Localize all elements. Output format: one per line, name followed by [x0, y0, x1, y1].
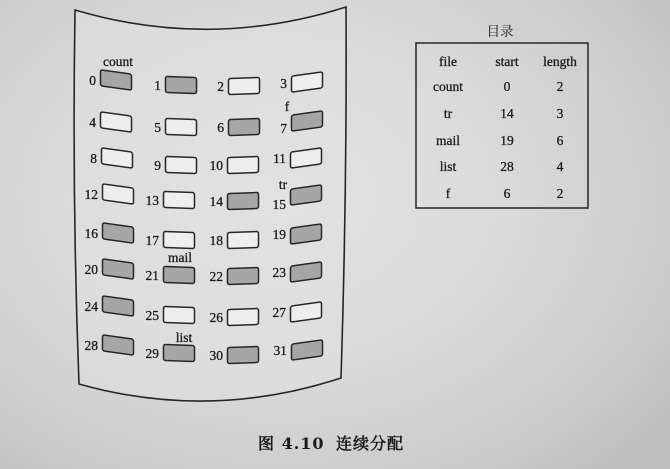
block-30-number: 30: [209, 348, 223, 363]
file-label-tr: tr: [278, 177, 288, 192]
block-12-number: 12: [84, 187, 98, 202]
disk-block-4: [89, 112, 131, 132]
block-15-cell: [291, 185, 322, 205]
block-1-number: 1: [154, 78, 161, 93]
block-2-cell: [229, 77, 260, 94]
file-label-mail: mail: [168, 250, 192, 265]
block-10-number: 10: [209, 158, 223, 173]
directory-header-length: length: [543, 54, 577, 69]
directory-header: [439, 54, 577, 69]
directory-cell-file: list: [439, 159, 457, 174]
block-5-number: 5: [154, 120, 161, 135]
disk-block-21: [146, 266, 195, 283]
block-25-number: 25: [145, 308, 159, 323]
figure-caption: [258, 434, 404, 453]
block-23-number: 23: [272, 265, 286, 280]
block-23-cell: [291, 262, 322, 282]
directory-cell-length: 3: [556, 106, 564, 121]
directory-cell-file: f: [445, 186, 451, 201]
block-9-cell: [166, 156, 197, 173]
block-5-cell: [166, 118, 197, 135]
disk-block-18: [210, 231, 259, 248]
block-7-cell: [292, 111, 323, 131]
block-19-cell: [291, 224, 322, 244]
disk-block-25: [146, 306, 195, 323]
block-4-cell: [101, 112, 132, 132]
disk-block-26: [210, 308, 259, 325]
disk-block-16: [85, 223, 134, 243]
disk-block-27: [273, 302, 322, 322]
block-26-number: 26: [209, 310, 223, 325]
block-19-number: 19: [272, 227, 286, 242]
block-4-number: 4: [89, 115, 96, 130]
block-1-cell: [166, 76, 197, 93]
block-26-cell: [228, 308, 259, 325]
disk-block-1: [154, 76, 196, 93]
disk-block-0: [89, 70, 131, 90]
block-13-number: 13: [145, 193, 159, 208]
file-label-f: f: [284, 99, 290, 114]
disk-block-28: [85, 335, 134, 355]
disk-block-17: [146, 231, 195, 248]
directory-cell-file: tr: [443, 106, 453, 121]
directory-row: [440, 159, 564, 174]
block-9-number: 9: [154, 158, 161, 173]
block-8-number: 8: [90, 151, 97, 166]
block-7-number: 7: [280, 121, 287, 136]
disk-block-11: [273, 148, 322, 168]
block-21-number: 21: [145, 268, 159, 283]
block-16-cell: [103, 223, 134, 243]
directory-row: [446, 186, 564, 201]
disk-block-8: [90, 148, 132, 168]
block-10-cell: [228, 156, 259, 173]
directory-header-file: file: [439, 54, 457, 69]
block-20-number: 20: [84, 262, 98, 277]
block-27-number: 27: [272, 305, 286, 320]
block-17-cell: [164, 231, 195, 248]
directory-cell-length: 2: [556, 186, 564, 201]
directory-cell-file: mail: [436, 133, 460, 148]
block-12-cell: [103, 184, 134, 204]
directory-cell-start: 0: [503, 79, 511, 94]
directory-cell-length: 2: [556, 79, 564, 94]
block-22-cell: [228, 267, 259, 284]
directory-cell-length: 6: [556, 133, 564, 148]
disk-block-24: [85, 296, 134, 316]
directory-cell-file: count: [433, 79, 463, 94]
block-16-number: 16: [84, 226, 98, 241]
directory-cell-start: 19: [500, 133, 514, 148]
disk-block-12: [85, 184, 134, 204]
disk-block-9: [154, 156, 196, 173]
block-25-cell: [164, 306, 195, 323]
disk-block-10: [210, 156, 259, 173]
disk-block-20: [85, 259, 134, 279]
figure-number: 图 4.10: [258, 434, 325, 453]
block-6-cell: [229, 118, 260, 135]
block-14-number: 14: [209, 194, 223, 209]
disk-block-13: [146, 191, 195, 208]
block-24-number: 24: [84, 299, 98, 314]
block-3-number: 3: [280, 76, 287, 91]
directory-row: [433, 79, 563, 94]
directory-row: [436, 133, 564, 148]
block-28-number: 28: [84, 338, 98, 353]
disk-block-30: [210, 346, 259, 363]
block-29-number: 29: [145, 346, 159, 361]
block-11-number: 11: [273, 151, 286, 166]
directory-row: [444, 106, 564, 121]
block-17-number: 17: [145, 233, 159, 248]
file-label-count: count: [103, 54, 133, 69]
directory-header-start: start: [495, 54, 519, 69]
directory-table: [416, 24, 588, 208]
directory-title: 目录: [486, 24, 514, 40]
block-0-number: 0: [89, 73, 96, 88]
disk-block-22: [210, 267, 259, 284]
directory-cell-start: 14: [500, 106, 514, 121]
block-28-cell: [103, 335, 134, 355]
block-6-number: 6: [217, 120, 224, 135]
disk-block-2: [217, 77, 259, 94]
disk-block-5: [154, 118, 196, 135]
directory-cell-start: 28: [500, 159, 514, 174]
disk-block-6: [217, 118, 259, 135]
block-31-cell: [292, 340, 323, 360]
directory-cell-length: 4: [556, 159, 564, 174]
block-13-cell: [164, 191, 195, 208]
block-24-cell: [103, 296, 134, 316]
block-15-number: 15: [272, 197, 286, 212]
block-20-cell: [103, 259, 134, 279]
block-27-cell: [291, 302, 322, 322]
block-22-number: 22: [209, 269, 223, 284]
block-3-cell: [292, 72, 323, 92]
block-18-number: 18: [209, 233, 223, 248]
disk-block-31: [274, 340, 323, 360]
block-31-number: 31: [273, 343, 287, 358]
disk-block-19: [273, 224, 322, 244]
directory-cell-start: 6: [503, 186, 511, 201]
block-14-cell: [228, 192, 259, 209]
block-11-cell: [291, 148, 322, 168]
figure-title: 连续分配: [336, 434, 405, 453]
disk-block-29: [146, 344, 195, 361]
block-29-cell: [164, 344, 195, 361]
block-30-cell: [228, 346, 259, 363]
block-2-number: 2: [217, 79, 224, 94]
block-21-cell: [164, 266, 195, 283]
block-0-cell: [101, 70, 132, 90]
block-18-cell: [228, 231, 259, 248]
block-8-cell: [102, 148, 133, 168]
file-label-list: list: [175, 330, 193, 345]
disk-block-14: [210, 192, 259, 209]
disk-block-23: [273, 262, 322, 282]
